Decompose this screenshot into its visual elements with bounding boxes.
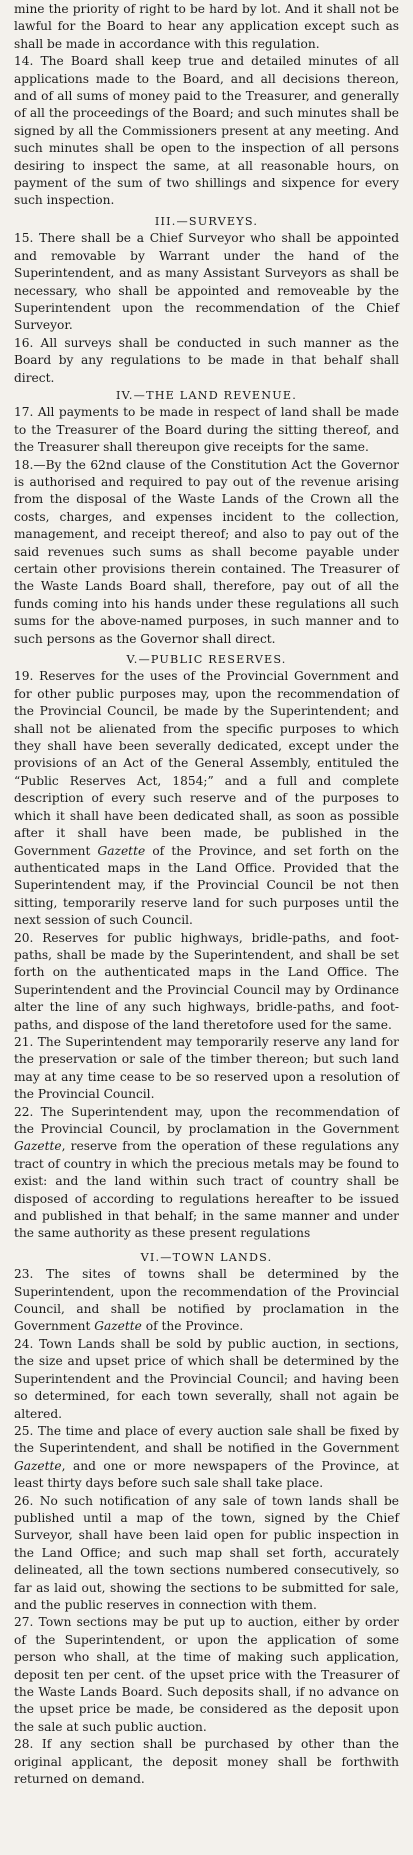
paragraph-20: 20. Reserves for public highways, bridle-paths, and foot-paths, shall be made by the Superintendent, and shall be set forth on the authenticated maps in the Land Office. The Superintendent and the Provincial Council may by Ordinance alter the line of any such highways, bridle-paths, and foot-paths, and dispose of the land theretofore used for the same. [14,930,399,1032]
paragraph-23-text-b: of the Province. [141,1319,244,1334]
paragraph-22 [14,1104,399,1243]
paragraph-25-text-a: 25. The time and place of every auction sale shall be fixed by the Superintendent, and shall be notified in the Government [14,1423,399,1456]
paragraph-25-text-b: , and one or more newspapers of the Province, at least thirty days before such sale shall take place. [14,1458,399,1491]
section-heading-town-lands: VI.—TOWN LANDS. [140,1250,273,1264]
paragraph-22-text-b: , reserve from the operation of these regulations any tract of country in which the precious metals may be found to exist: and the land within such tract of country shall be disposed of according to regulations hereafter to be issued and published in that behalf; in the same manner and under the same authority as these present regulations [14,1139,399,1241]
section-heading-surveys: III.—SURVEYS. [154,214,259,228]
paragraph-14: 14. The Board shall keep true and detailed minutes of all applications made to the Board, and all decisions thereon, and of all sums of money paid to the Treasurer, and generally of all the proceedings of the Board; and such minutes shall be signed by all the Commissioners present at any meeting. And such minutes shall be open to the inspection of all persons desiring to inspect the same, at all reasonable hours, on payment of the sum of two shillings and sixpence for every such inspection. [14,54,399,208]
paragraph-28: 28. If any section shall be purchased by other than the original applicant, the deposit money shall be forthwith returned on demand. [14,1737,399,1787]
gazette-word: Gazette [97,843,146,858]
section-heading-land-revenue: IV.—THE LAND REVENUE. [115,388,298,402]
paragraph-21: 21. The Superintendent may temporarily reserve any land for the preservation or sale of the timber thereon; but such land may at any time cease to be so reserved upon a resolution of the Provincial Council. [14,1034,399,1102]
newspaper-column [14,0,399,1788]
paragraph-continued: mine the priority of right to be hard by lot. And it shall not be lawful for the Board to hear any application except such as shall be made in accordance with this regulation. [14,2,399,51]
paragraph-19 [14,668,399,929]
paragraph-17: 17. All payments to be made in respect of land shall be made to the Treasurer of the Board during the sitting thereof, and the Treasurer shall thereupon give receipts for the same. [14,405,399,455]
paragraph-18: 18.—By the 62nd clause of the Constitution Act the Governor is authorised and required to pay out of the revenue arising from the disposal of the Waste Lands of the Crown all the costs, charges, and expenses incident to the collection, management, and receipt thereof; and also to pay out of the said revenues such sums as shall become payable under certain other provisions therein contained. The Treasurer of the Waste Lands Board shall, therefore, pay out of all the funds coming into his hands under these regulations all such sums for the above-named purposes, in such manner and to such persons as the Governor shall direct. [14,457,399,646]
paragraph-26: 26. No such notification of any sale of town lands shall be published until a map of the town, signed by the Chief Surveyor, shall have been laid open for public inspection in the Land Office; and such map shall set forth, accurately delineated, all the town sections numbered consecutively, so far as laid out, showing the sections to be submitted for sale, and the public reserves in connection with them. [14,1493,399,1612]
paragraph-27: 27. Town sections may be put up to auction, either by order of the Superintendent, or upon the application of some person who shall, at the time of making such application, deposit ten per cent. of the upset price with the Treasurer of the Waste Lands Board. Such deposits shall, if no advance on the upset price be made, be considered as the deposit upon the sale at such public auction. [14,1615,399,1734]
paragraph-19-text-b: of the Province, and set forth on the authenticated maps in the Land Office. Provided that the Superintendent may, if the Provincial Council be not then sitting, temporarily reserve land for such purposes until the next session of such Council. [14,843,399,928]
paragraph-19-text-a: 19. Reserves for the uses of the Provincial Government and for other public purposes may, upon the recommendation of the Provincial Council, be made by the Superintendent; and shall not be alienated from the specific purposes to which they shall have been severally dedicated, except under the provisions of an Act of the General Assembly, entituled the “Public Reserves Act, 1854;” and a full and complete description of every such reserve and of the purposes to which it shall have been dedicated shall, as soon as possible after it shall have been made, be published in the Government [14,669,399,858]
section-heading-public-reserves: V.—PUBLIC RESERVES. [126,653,287,667]
paragraph-23-text-a: 23. The sites of towns shall be determined by the Superintendent, upon the recommendation of the Provincial Council, and shall be notified by proclamation in the Government [14,1267,399,1334]
paragraph-25 [14,1423,399,1493]
paragraph-24: 24. Town Lands shall be sold by public auction, in sections, the size and upset price of which shall be determined by the Superintendent and the Provincial Council; and having been so determined, for each town severally, shall not again be altered. [14,1336,399,1421]
gazette-word: Gazette [14,1458,62,1473]
gazette-word: Gazette [14,1139,62,1154]
paragraph-15: 15. There shall be a Chief Surveyor who shall be appointed and removable by Warrant under the hand of the Superintendent, and as many Assistant Surveyors as shall be necessary, who shall be appointed and removeable by the Superintendent upon the recommendation of the Chief Surveyor. [14,231,399,333]
paragraph-23 [14,1266,399,1336]
paragraph-16: 16. All surveys shall be conducted in such manner as the Board by any regulations to be made in that behalf shall direct. [14,335,399,385]
paragraph-22-text-a: 22. The Superintendent may, upon the recommendation of the Provincial Council, by proclamation in the Government [14,1104,399,1136]
gazette-word: Gazette [94,1319,142,1334]
